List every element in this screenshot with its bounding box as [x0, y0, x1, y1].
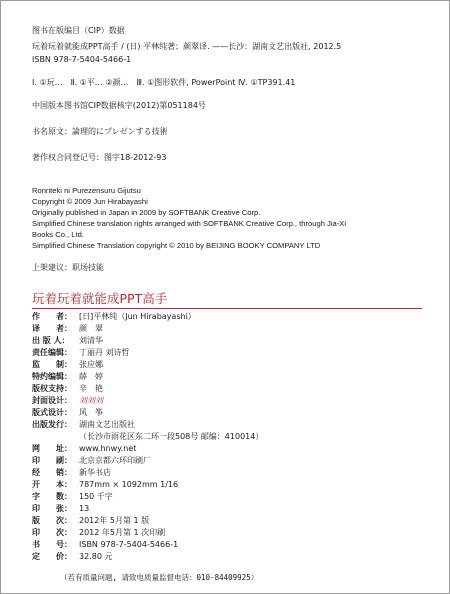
romaji-title: Ronriteki ni Purezensuru Gijutsu	[32, 186, 141, 195]
copyright-registration: 著作权合同登记号：图字18-2012-93	[32, 153, 167, 162]
credit-row: 特约编辑： 薛 婷	[32, 372, 103, 381]
detail-row: 印 刷： 北京京都六环印刷厂	[32, 456, 151, 465]
cover-designer-signature: 刘刘刘	[79, 396, 103, 405]
cip-subjects: Ⅰ. ①玩… Ⅱ. ①平… ②颜… Ⅲ. ①图形软件, PowerPoint Ⅳ. ①TP391.41	[32, 78, 296, 87]
shelf-suggestion: 上架建议：职场技能	[32, 263, 104, 272]
publisher-address: （长沙市雨花区东二环一段508号 邮编：410014）	[79, 432, 264, 441]
quality-hotline-note: （若有质量问题, 请致电质量监督电话：010-84409925）	[60, 573, 259, 582]
rights-line-1: Simplified Chinese translation rights arranged with SOFTBANK Creative Corp., through Jia-Xi	[32, 219, 347, 228]
detail-row: 字 数： 150 千字	[32, 492, 113, 501]
detail-row: 印 张： 13	[32, 504, 90, 513]
detail-row: 定 价： 32.80 元	[32, 552, 113, 561]
published-line: Originally published in Japan in 2009 by SOFTBANK Creative Corp.	[32, 208, 261, 217]
cip-header: 图书在版编目（CIP）数据	[32, 26, 125, 35]
title-divider	[32, 308, 422, 309]
rights-line-2: Books Co., Ltd.	[32, 230, 84, 239]
detail-row: 网 址： www.hnwy.net	[32, 444, 137, 453]
detail-row: 经 销： 新华书店	[32, 468, 111, 477]
cip-record: 中国版本图书馆CIP数据核字(2012)第051184号	[32, 101, 206, 110]
credit-row: 版权支持： 辛 艳	[32, 384, 103, 393]
credit-row: 出 版 人： 刘清华	[32, 336, 103, 345]
credit-row: 责任编辑： 丁丽丹 刘诗哲	[32, 348, 130, 357]
credit-row: 版式设计： 风 筝	[32, 408, 103, 417]
detail-row: 版 次： 2012年 5月第 1 版	[32, 516, 150, 525]
simplified-copyright: Simplified Chinese Translation copyright © 2010 by BEIJING BOOKY COMPANY LTD	[32, 241, 321, 250]
detail-row: 书 号： ISBN 978-7-5404-5466-1	[32, 540, 179, 549]
credit-row: 作 者： [日]平林纯（Jun Hirabayashi）	[32, 312, 196, 321]
cip-entry: 玩着玩着就能成PPT高手 / (日) 平林纯著；颜翠译. ——长沙：湖南文艺出版社, 2012.5	[32, 42, 342, 51]
credit-row: 封面设计： 刘刘刘	[32, 396, 103, 405]
cip-isbn: ISBN 978-7-5404-5466-1	[32, 55, 132, 64]
credit-row: 监 制： 张应娜	[32, 360, 103, 369]
detail-row: 印 次： 2012 年5月第 1 次印刷	[32, 528, 166, 537]
original-title: 书名原文：論理的にプレゼンする技術	[32, 127, 168, 136]
detail-row: 开 本： 787mm × 1092mm 1/16	[32, 480, 179, 489]
copyright-line: Copyright © 2009 Jun Hirabayashi	[32, 197, 148, 206]
credit-row: 出版发行： 湖南文艺出版社	[32, 420, 135, 429]
book-title: 玩着玩着就能成PPT高手	[32, 291, 168, 306]
credit-row: 译 者： 颜 翠	[32, 324, 103, 333]
